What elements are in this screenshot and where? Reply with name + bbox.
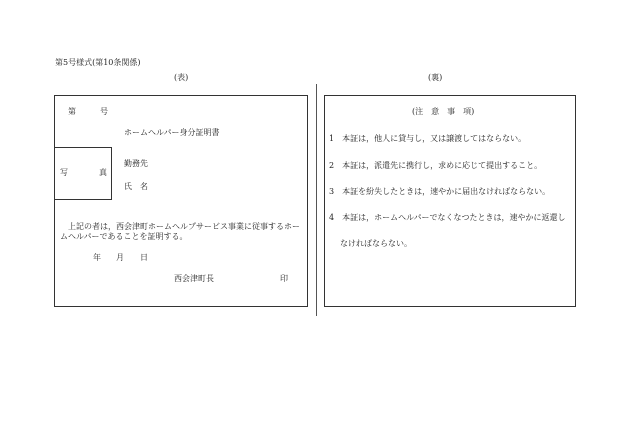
certification-text: 上記の者は，西会津町ホームヘルプサービス事業に従事するホームヘルパーであることを証明する。 bbox=[60, 222, 300, 241]
note-item bbox=[329, 187, 550, 197]
note-item bbox=[329, 161, 542, 171]
center-divider bbox=[316, 84, 317, 316]
date-year: 年 bbox=[93, 253, 101, 262]
name-label: 氏 名 bbox=[124, 182, 148, 191]
front-side-label: (表) bbox=[174, 73, 189, 82]
number-prefix: 第 bbox=[68, 107, 76, 116]
note-item bbox=[329, 134, 526, 144]
note-text: 本証を紛失したときは，速やかに届出なければならない。 bbox=[342, 187, 551, 196]
number-suffix: 号 bbox=[100, 107, 108, 116]
workplace-label: 勤務先 bbox=[124, 159, 148, 168]
date-day: 日 bbox=[140, 253, 148, 262]
note-text: 本証は，ホームヘルパーでなくなつたときは，速やかに返還し bbox=[342, 213, 566, 222]
note-number: 4 bbox=[329, 213, 335, 222]
notes-heading: (注 意 事 項) bbox=[412, 107, 475, 116]
note-text: 本証は，他人に貸与し，又は譲渡してはならない。 bbox=[342, 134, 527, 143]
note-4-continuation: なければならない。 bbox=[340, 239, 412, 248]
back-card bbox=[324, 95, 576, 307]
issuer: 西会津町長 bbox=[174, 274, 214, 283]
form-number: 第5号様式(第10条関係) bbox=[55, 58, 141, 67]
note-number: 2 bbox=[329, 161, 335, 170]
date-month: 月 bbox=[116, 253, 124, 262]
note-number: 3 bbox=[329, 187, 335, 196]
note-item bbox=[329, 213, 566, 223]
photo-label-char-2: 真 bbox=[99, 168, 107, 177]
note-text: 本証は，派遣先に携行し，求めに応じて提出すること。 bbox=[342, 161, 543, 170]
seal-mark: 印 bbox=[280, 274, 288, 283]
note-number: 1 bbox=[329, 134, 335, 143]
card-title: ホームヘルパー身分証明書 bbox=[124, 128, 220, 137]
photo-label-char-1: 写 bbox=[60, 168, 68, 177]
back-side-label: (裏) bbox=[428, 73, 443, 82]
